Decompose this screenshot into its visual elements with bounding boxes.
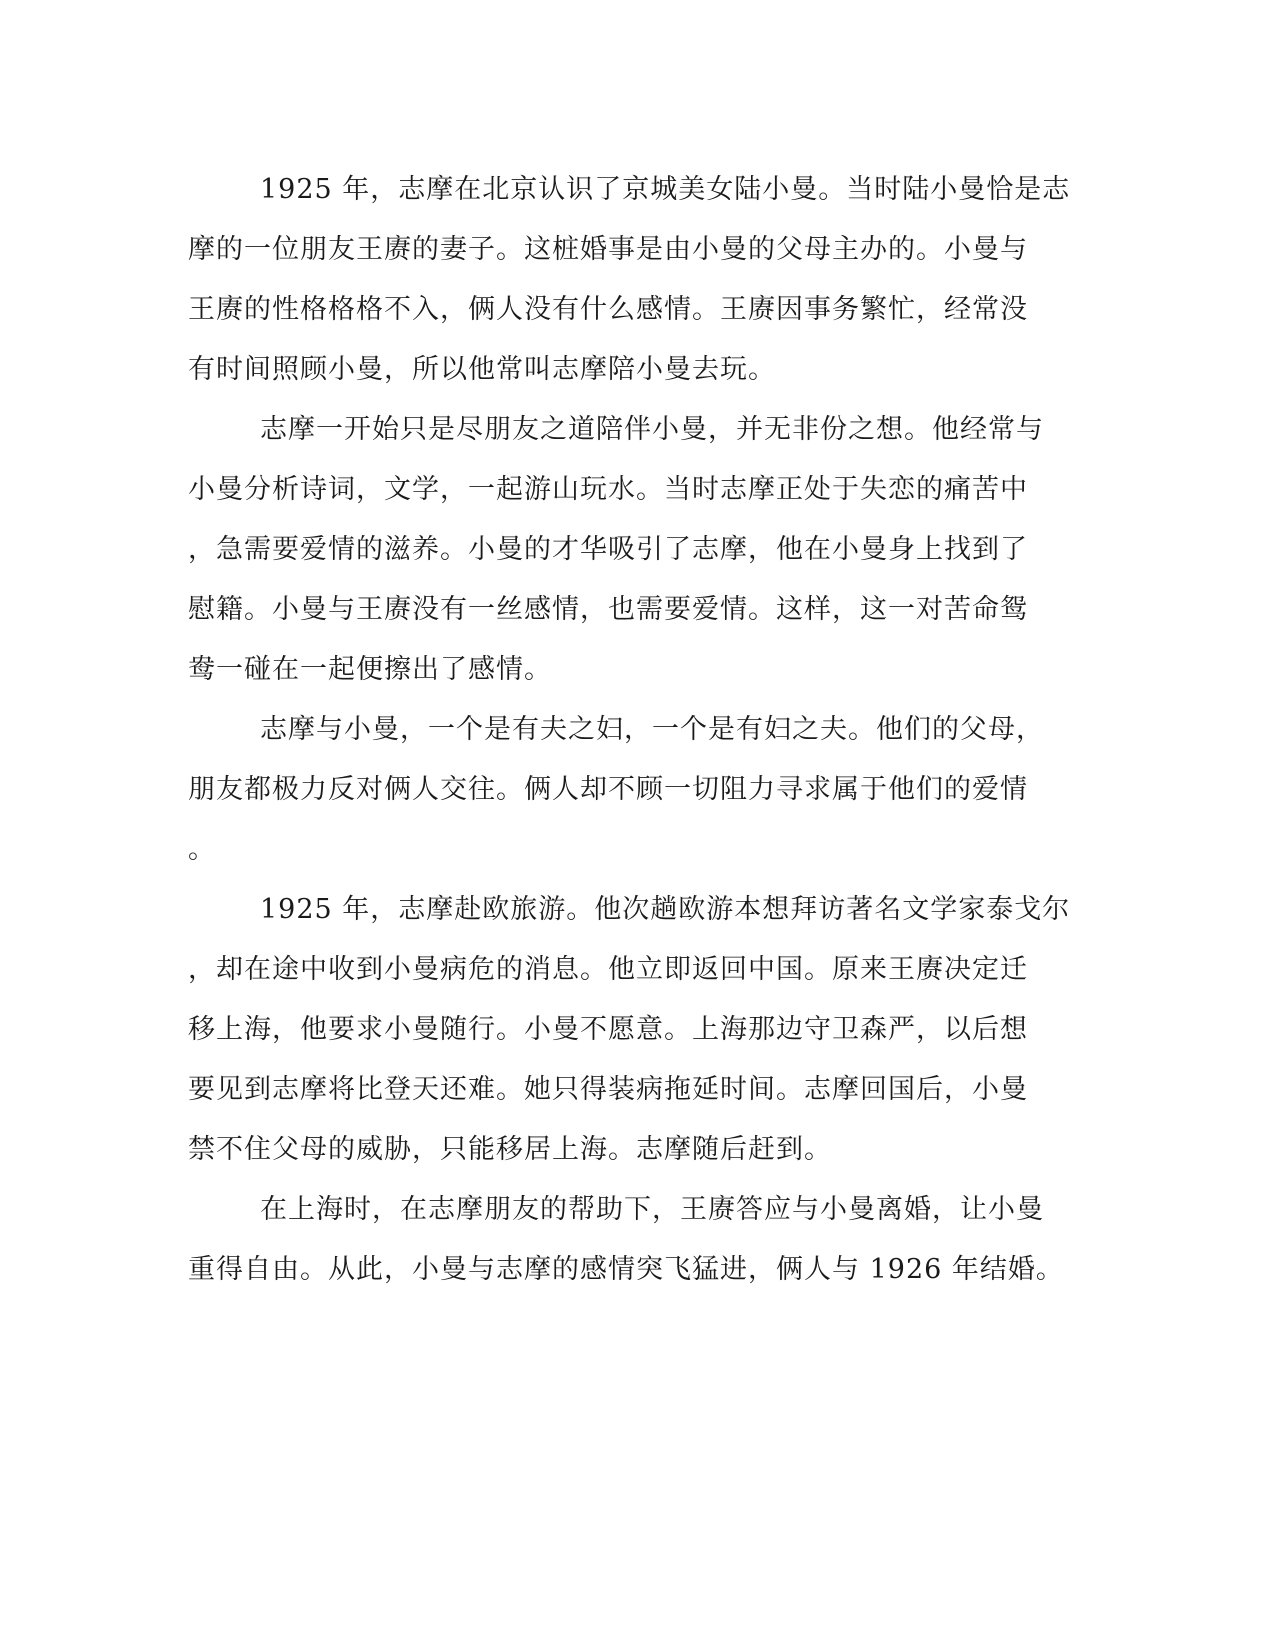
- paragraph-line: ，急需要爱情的滋养。小曼的才华吸引了志摩，他在小曼身上找到了: [188, 534, 1028, 565]
- paragraph-line: 移上海，他要求小曼随行。小曼不愿意。上海那边守卫森严，以后想: [188, 1014, 1028, 1045]
- paragraph-line: 有时间照顾小曼，所以他常叫志摩陪小曼去玩。: [188, 354, 776, 385]
- paragraph-line: 要见到志摩将比登天还难。她只得装病拖延时间。志摩回国后，小曼: [188, 1074, 1028, 1105]
- paragraph-line: 1925 年，志摩在北京认识了京城美女陆小曼。当时陆小曼恰是志: [260, 174, 1071, 205]
- paragraph-3: [188, 700, 1088, 880]
- paragraph-line: 志摩一开始只是尽朋友之道陪伴小曼，并无非份之想。他经常与: [260, 414, 1044, 445]
- paragraph-5: [188, 1180, 1088, 1300]
- paragraph-line: 志摩与小曼，一个是有夫之妇，一个是有妇之夫。他们的父母，: [260, 714, 1044, 745]
- paragraph-line: 在上海时，在志摩朋友的帮助下，王赓答应与小曼离婚，让小曼: [260, 1194, 1044, 1225]
- paragraph-line: 鸯一碰在一起便擦出了感情。: [188, 654, 552, 685]
- paragraph-1: [188, 160, 1088, 400]
- paragraph-line: ，却在途中收到小曼病危的消息。他立即返回中国。原来王赓决定迁: [188, 954, 1028, 985]
- paragraph-line: 。: [188, 834, 216, 865]
- paragraph-line: 小曼分析诗词，文学，一起游山玩水。当时志摩正处于失恋的痛苦中: [188, 474, 1028, 505]
- paragraph-line: 慰籍。小曼与王赓没有一丝感情，也需要爱情。这样，这一对苦命鸳: [188, 594, 1028, 625]
- paragraph-line: 1925 年，志摩赴欧旅游。他次趟欧游本想拜访著名文学家泰戈尔: [260, 894, 1071, 925]
- paragraph-line: 重得自由。从此，小曼与志摩的感情突飞猛进，俩人与 1926 年结婚。: [188, 1254, 1064, 1285]
- paragraph-2: [188, 400, 1088, 700]
- paragraph-line: 摩的一位朋友王赓的妻子。这桩婚事是由小曼的父母主办的。小曼与: [188, 234, 1028, 265]
- paragraph-line: 朋友都极力反对俩人交往。俩人却不顾一切阻力寻求属于他们的爱情: [188, 774, 1028, 805]
- document-body: [188, 160, 1088, 1300]
- paragraph-line: 王赓的性格格格不入，俩人没有什么感情。王赓因事务繁忙，经常没: [188, 294, 1028, 325]
- paragraph-line: 禁不住父母的威胁，只能移居上海。志摩随后赶到。: [188, 1134, 832, 1165]
- paragraph-4: [188, 880, 1088, 1180]
